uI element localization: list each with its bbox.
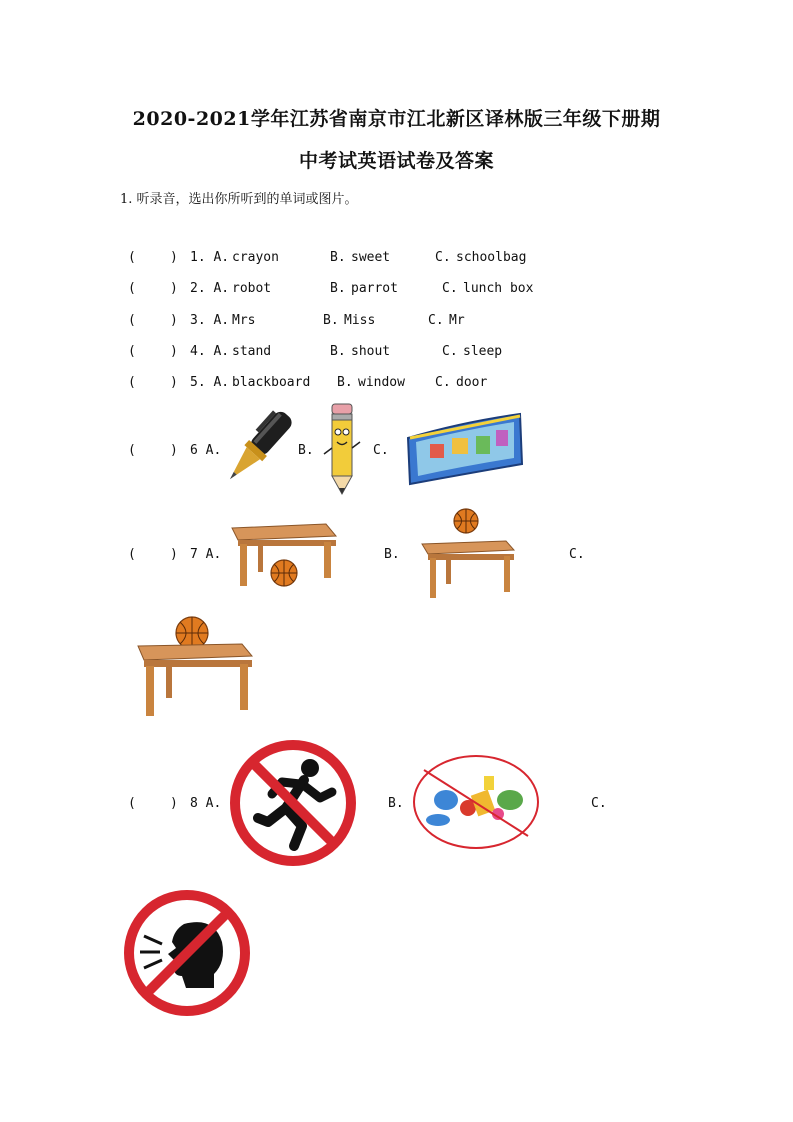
option-c-label: C. bbox=[428, 313, 444, 328]
answer-paren-close: ) bbox=[170, 313, 178, 328]
option-b: Miss bbox=[344, 313, 376, 328]
pen-icon bbox=[222, 402, 294, 494]
question-number: 3. A. bbox=[190, 313, 230, 328]
option-c: lunch box bbox=[463, 281, 534, 296]
answer-paren-close: ) bbox=[170, 250, 178, 265]
option-c-label: C. bbox=[373, 443, 389, 458]
option-b: parrot bbox=[351, 281, 398, 296]
answer-paren-open: ( bbox=[128, 547, 136, 562]
option-b-label: B. bbox=[330, 250, 346, 265]
option-c: sleep bbox=[463, 344, 503, 359]
ball-under-table-icon bbox=[228, 518, 338, 590]
pencil-case-icon bbox=[402, 408, 526, 488]
option-a: robot bbox=[232, 281, 272, 296]
option-b: sweet bbox=[351, 250, 391, 265]
option-b-label: B. bbox=[330, 281, 346, 296]
answer-paren-close: ) bbox=[170, 375, 178, 390]
option-c: door bbox=[456, 375, 488, 390]
no-running-icon bbox=[228, 738, 358, 868]
option-c-label: C. bbox=[591, 796, 607, 811]
option-b: shout bbox=[351, 344, 391, 359]
question-number: 8 A. bbox=[190, 796, 222, 811]
option-b-label: B. bbox=[337, 375, 353, 390]
answer-paren-close: ) bbox=[170, 344, 178, 359]
answer-paren-open: ( bbox=[128, 796, 136, 811]
question-number: 5. A. bbox=[190, 375, 230, 390]
option-b-label: B. bbox=[323, 313, 339, 328]
answer-paren-close: ) bbox=[170, 281, 178, 296]
option-c-label: C. bbox=[435, 250, 451, 265]
question-number: 6 A. bbox=[190, 443, 222, 458]
answer-paren-close: ) bbox=[170, 547, 178, 562]
ball-above-table-icon bbox=[418, 506, 518, 600]
answer-paren-open: ( bbox=[128, 250, 136, 265]
question-number: 7 A. bbox=[190, 547, 222, 562]
ball-on-table-icon bbox=[132, 614, 256, 718]
answer-paren-close: ) bbox=[170, 443, 178, 458]
option-a: blackboard bbox=[232, 375, 311, 390]
answer-paren-close: ) bbox=[170, 796, 178, 811]
option-c-label: C. bbox=[569, 547, 585, 562]
answer-paren-open: ( bbox=[128, 313, 136, 328]
option-a: crayon bbox=[232, 250, 279, 265]
no-toys-icon bbox=[410, 752, 542, 852]
option-b: window bbox=[358, 375, 405, 390]
option-c-label: C. bbox=[435, 375, 451, 390]
option-c: schoolbag bbox=[456, 250, 527, 265]
option-c-label: C. bbox=[442, 344, 458, 359]
option-b-label: B. bbox=[388, 796, 404, 811]
question-number: 1. A. bbox=[190, 250, 230, 265]
paper-title-line-2: 中考试英语试卷及答案 bbox=[298, 150, 494, 172]
paper-title-line-1: 2020-2021学年江苏省南京市江北新区译林版三年级下册期 bbox=[132, 108, 661, 130]
answer-paren-open: ( bbox=[128, 344, 136, 359]
answer-paren-open: ( bbox=[128, 443, 136, 458]
option-b-label: B. bbox=[298, 443, 314, 458]
option-b-label: B. bbox=[384, 547, 400, 562]
pencil-icon bbox=[322, 402, 362, 498]
option-c: Mr bbox=[449, 313, 465, 328]
option-a: Mrs bbox=[232, 313, 256, 328]
section-instruction: 1. 听录音，选出你所听到的单词或图片。 bbox=[120, 192, 358, 207]
option-a: stand bbox=[232, 344, 272, 359]
option-b-label: B. bbox=[330, 344, 346, 359]
question-number: 2. A. bbox=[190, 281, 230, 296]
option-c-label: C. bbox=[442, 281, 458, 296]
answer-paren-open: ( bbox=[128, 281, 136, 296]
answer-paren-open: ( bbox=[128, 375, 136, 390]
no-shouting-icon bbox=[122, 888, 252, 1018]
question-number: 4. A. bbox=[190, 344, 230, 359]
